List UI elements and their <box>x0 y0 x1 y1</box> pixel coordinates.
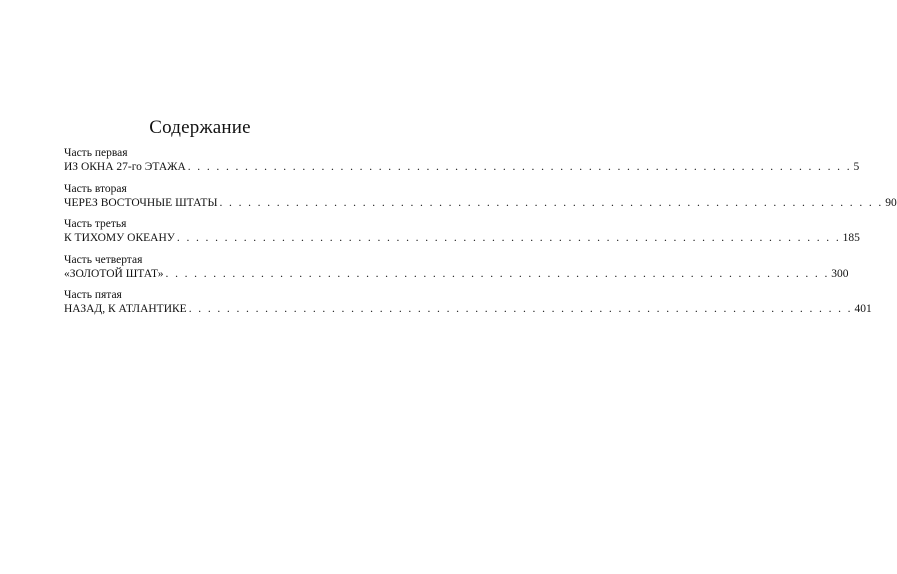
part-label: Часть четвертая <box>64 253 143 266</box>
toc-entry[interactable] <box>64 267 849 281</box>
page-number: 185 <box>842 232 860 244</box>
entry-title: НАЗАД, К АТЛАНТИКЕ <box>64 303 187 315</box>
dot-leader: . . . . . . . . . . . . . . . . . . . . . . . . . . . . . . . . . . . . . . . . . . . . . . . . . . . . . . . . . . . . . . . . . . . . . . <box>176 232 841 244</box>
dot-leader: . . . . . . . . . . . . . . . . . . . . . . . . . . . . . . . . . . . . . . . . . . . . . . . . . . . . . . . . . . . . . . . . . . . . . . <box>187 161 852 173</box>
part-spacer <box>64 210 335 218</box>
toc-entry[interactable] <box>64 196 897 210</box>
entry-title: К ТИХОМУ ОКЕАНУ <box>64 232 175 244</box>
part-label: Часть третья <box>64 218 127 230</box>
toc-part-5 <box>64 288 872 316</box>
entry-title: ЧЕРЕЗ ВОСТОЧНЫЕ ШТАТЫ <box>64 196 218 209</box>
toc-part-2 <box>64 182 897 210</box>
toc-part-3 <box>64 217 860 245</box>
page-number: 90 <box>885 196 897 209</box>
page-number: 300 <box>831 267 849 280</box>
part-spacer <box>64 245 335 253</box>
part-label: Часть вторая <box>64 182 127 195</box>
page-number: 5 <box>853 161 860 173</box>
toc-entry[interactable] <box>64 231 860 245</box>
page-number: 401 <box>854 303 872 315</box>
dot-leader: . . . . . . . . . . . . . . . . . . . . . . . . . . . . . . . . . . . . . . . . . . . . . . . . . . . . . . . . . . . . . . . . . . . . . . <box>165 267 830 280</box>
toc-entry[interactable] <box>64 302 872 316</box>
part-label: Часть первая <box>64 147 128 159</box>
toc-entry[interactable] <box>64 160 860 174</box>
part-spacer <box>64 174 335 182</box>
entry-title: ИЗ ОКНА 27-го ЭТАЖА <box>64 161 186 173</box>
part-label: Часть пятая <box>64 289 122 301</box>
toc-part-1 <box>64 146 860 174</box>
part-spacer <box>64 281 335 289</box>
entry-title: «ЗОЛОТОЙ ШТАТ» <box>64 267 164 280</box>
table-of-contents <box>64 146 897 316</box>
toc-part-4 <box>64 253 849 281</box>
dot-leader: . . . . . . . . . . . . . . . . . . . . . . . . . . . . . . . . . . . . . . . . . . . . . . . . . . . . . . . . . . . . . . . . . . . . . . <box>188 303 853 315</box>
dot-leader: . . . . . . . . . . . . . . . . . . . . . . . . . . . . . . . . . . . . . . . . . . . . . . . . . . . . . . . . . . . . . . . . . . . . . . <box>219 196 884 209</box>
toc-title: Содержание <box>149 117 251 138</box>
